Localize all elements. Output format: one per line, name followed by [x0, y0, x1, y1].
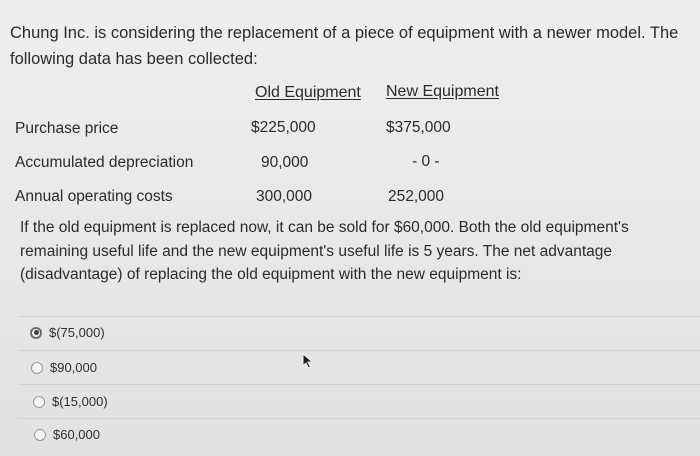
- question-intro: Chung Inc. is considering the replacement of a piece of equipment with a newer model. The following data has been collected:: [10, 24, 679, 68]
- answer-option-label: $90,000: [50, 360, 97, 375]
- cell-old-accumulated-depreciation: 90,000: [261, 154, 309, 171]
- cell-new-annual-operating-costs: 252,000: [388, 188, 445, 205]
- radio-unselected-icon[interactable]: [34, 429, 46, 441]
- mouse-pointer-icon: [302, 353, 316, 369]
- row-label-annual-operating-costs: Annual operating costs: [15, 188, 173, 205]
- radio-selected-icon[interactable]: [30, 327, 42, 339]
- answer-option-label: $(75,000): [49, 325, 105, 340]
- header-new-equipment: New Equipment: [386, 83, 499, 100]
- option-divider: [18, 316, 700, 317]
- answer-option-label: $60,000: [53, 427, 100, 442]
- answer-option-1[interactable]: [30, 325, 105, 340]
- cell-new-accumulated-depreciation: - 0 -: [412, 153, 440, 170]
- cell-old-annual-operating-costs: 300,000: [256, 188, 313, 205]
- cell-old-purchase-price: $225,000: [251, 119, 316, 136]
- row-label-purchase-price: Purchase price: [15, 120, 119, 137]
- answer-option-3[interactable]: [33, 394, 108, 409]
- answer-option-2[interactable]: [31, 360, 97, 375]
- question-body: If the old equipment is replaced now, it can be sold for $60,000. Both the old equipment's remaining useful life and the new equipment's useful life is 5 years. The net advantage (disadvantage) of replacing the old equipment with the new equipment is:: [20, 219, 629, 283]
- option-divider: [18, 418, 700, 419]
- option-divider: [18, 350, 700, 351]
- row-label-accumulated-depreciation: Accumulated depreciation: [15, 154, 194, 171]
- radio-unselected-icon[interactable]: [31, 362, 43, 374]
- header-old-equipment: Old Equipment: [255, 84, 361, 101]
- cell-new-purchase-price: $375,000: [386, 119, 451, 136]
- radio-unselected-icon[interactable]: [33, 396, 45, 408]
- answer-option-4[interactable]: [34, 427, 100, 442]
- option-divider: [18, 384, 700, 385]
- answer-option-label: $(15,000): [52, 394, 108, 409]
